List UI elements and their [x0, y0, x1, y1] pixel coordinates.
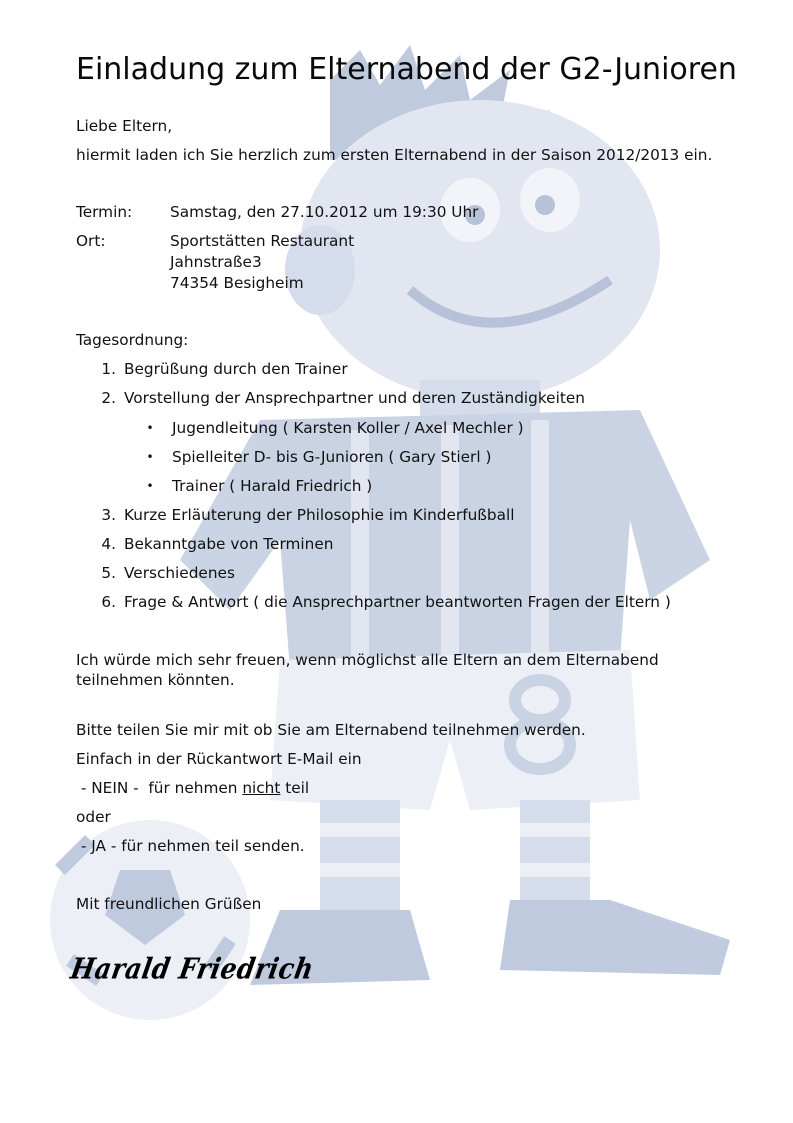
- bullet-icon: •: [146, 421, 154, 435]
- agenda-number: 4.: [101, 535, 116, 553]
- sub-item-text: Trainer ( Harald Friedrich ): [172, 477, 373, 495]
- agenda-number: 6.: [101, 593, 116, 611]
- nein-underlined: nicht: [242, 779, 281, 797]
- agenda-number: 2.: [101, 389, 116, 407]
- termin-label: Termin:: [76, 203, 133, 221]
- agenda-number: 1.: [101, 360, 116, 378]
- agenda-text: Verschiedenes: [124, 564, 235, 582]
- signature: Harald Friedrich: [68, 952, 317, 986]
- page-title: Einladung zum Elternabend der G2-Junioren: [76, 52, 737, 87]
- agenda-text: Bekanntgabe von Terminen: [124, 535, 334, 553]
- paragraph-line: Ich würde mich sehr freuen, wenn möglichst alle Eltern an dem Elternabend: [76, 651, 659, 669]
- agenda-number: 3.: [101, 506, 116, 524]
- ort-label: Ort:: [76, 232, 106, 250]
- nein-option-line: [76, 778, 309, 798]
- bullet-icon: •: [146, 479, 154, 493]
- agenda-text: Begrüßung durch den Trainer: [124, 360, 348, 378]
- sub-item-text: Spielleiter D- bis G-Junioren ( Gary Stierl ): [172, 448, 492, 466]
- paragraph-line: Einfach in der Rückantwort E-Mail ein: [76, 750, 362, 768]
- sub-item-text: Jugendleitung ( Karsten Koller / Axel Mechler ): [172, 419, 524, 437]
- intro-text: hiermit laden ich Sie herzlich zum ersten Elternabend in der Saison 2012/2013 ein.: [76, 146, 713, 164]
- agenda-text: Frage & Antwort ( die Ansprechpartner beantworten Fragen der Eltern ): [124, 593, 671, 611]
- oder-text: oder: [76, 808, 111, 826]
- ja-option-line: - JA - für nehmen teil senden.: [76, 837, 305, 855]
- bullet-icon: •: [146, 450, 154, 464]
- nein-prefix: - NEIN - für nehmen: [76, 779, 243, 797]
- closing: Mit freundlichen Grüßen: [76, 895, 262, 913]
- ort-line: Sportstätten Restaurant: [170, 232, 355, 250]
- agenda-number: 5.: [101, 564, 116, 582]
- agenda-heading: Tagesordnung:: [76, 331, 189, 349]
- greeting: Liebe Eltern,: [76, 117, 173, 135]
- nein-suffix: teil: [280, 779, 310, 797]
- paragraph-line: teilnehmen könnten.: [76, 671, 235, 689]
- agenda-text: Vorstellung der Ansprechpartner und deren Zuständigkeiten: [124, 389, 585, 407]
- paragraph-line: Bitte teilen Sie mir mit ob Sie am Elternabend teilnehmen werden.: [76, 721, 586, 739]
- ort-line: 74354 Besigheim: [170, 274, 304, 292]
- agenda-text: Kurze Erläuterung der Philosophie im Kinderfußball: [124, 506, 515, 524]
- termin-value: Samstag, den 27.10.2012 um 19:30 Uhr: [170, 203, 479, 221]
- ort-line: Jahnstraße3: [170, 253, 262, 271]
